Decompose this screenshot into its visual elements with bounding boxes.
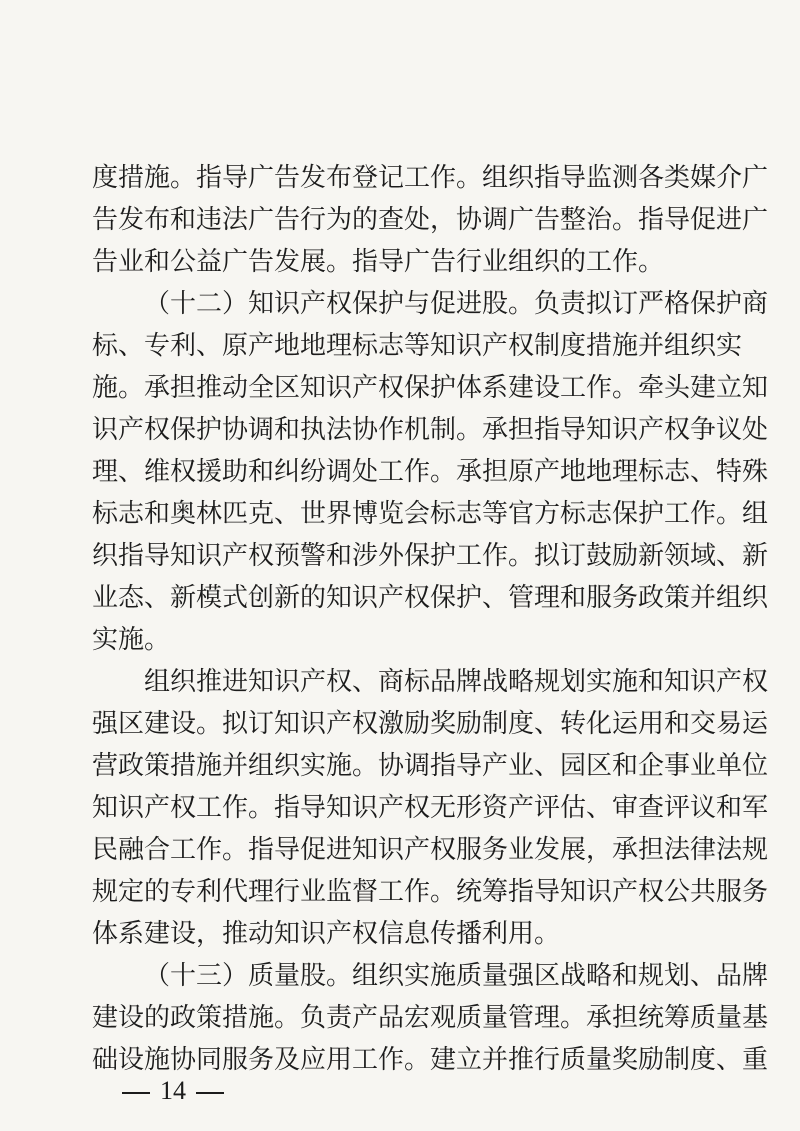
- text-line: 度措施。指导广告发布登记工作。组织指导监测各类媒介广: [92, 163, 769, 193]
- text-line: 织指导知识产权预警和涉外保护工作。拟订鼓励新领域、新: [92, 541, 769, 571]
- text-line: 础设施协同服务及应用工作。建立并推行质量奖励制度、重: [92, 1045, 769, 1075]
- text-line: 强区建设。拟订知识产权激励奖励制度、转化运用和交易运: [92, 709, 769, 739]
- text-line: 识产权保护协调和执法协作机制。承担指导知识产权争议处: [92, 415, 769, 445]
- text-line: 组织推进知识产权、商标品牌战略规划实施和知识产权: [144, 667, 769, 697]
- page-number: 14: [160, 1076, 186, 1105]
- text-line: 施。承担推动全区知识产权保护体系建设工作。牵头建立知: [92, 373, 769, 403]
- dash-left: [122, 1092, 150, 1094]
- text-line: 知识产权工作。指导知识产权无形资产评估、审查评议和军: [92, 793, 769, 823]
- text-line: 理、维权援助和纠纷调处工作。承担原产地地理标志、特殊: [92, 457, 769, 487]
- text-line: 标志和奥林匹克、世界博览会标志等官方标志保护工作。组: [92, 499, 769, 529]
- text-line: （十二）知识产权保护与促进股。负责拟订严格保护商: [144, 289, 769, 319]
- text-line: 体系建设，推动知识产权信息传播利用。: [92, 919, 561, 949]
- text-line: 规定的专利代理行业监督工作。统筹指导知识产权公共服务: [92, 877, 769, 907]
- text-line: 实施。: [92, 625, 171, 655]
- dash-right: [196, 1092, 224, 1094]
- text-line: 告业和公益广告发展。指导广告行业组织的工作。: [92, 247, 665, 277]
- text-line: 民融合工作。指导促进知识产权服务业发展，承担法律法规: [92, 835, 769, 865]
- text-line: 营政策措施并组织实施。协调指导产业、园区和企事业单位: [92, 751, 769, 781]
- text-line: 告发布和违法广告行为的查处，协调广告整治。指导促进广: [92, 205, 769, 235]
- text-line: （十三）质量股。组织实施质量强区战略和规划、品牌: [144, 961, 769, 991]
- text-line: 业态、新模式创新的知识产权保护、管理和服务政策并组织: [92, 583, 769, 613]
- page-footer: [112, 1076, 234, 1106]
- text-line: 建设的政策措施。负责产品宏观质量管理。承担统筹质量基: [92, 1003, 769, 1033]
- text-line: 标、专利、原产地地理标志等知识产权制度措施并组织实: [92, 331, 743, 361]
